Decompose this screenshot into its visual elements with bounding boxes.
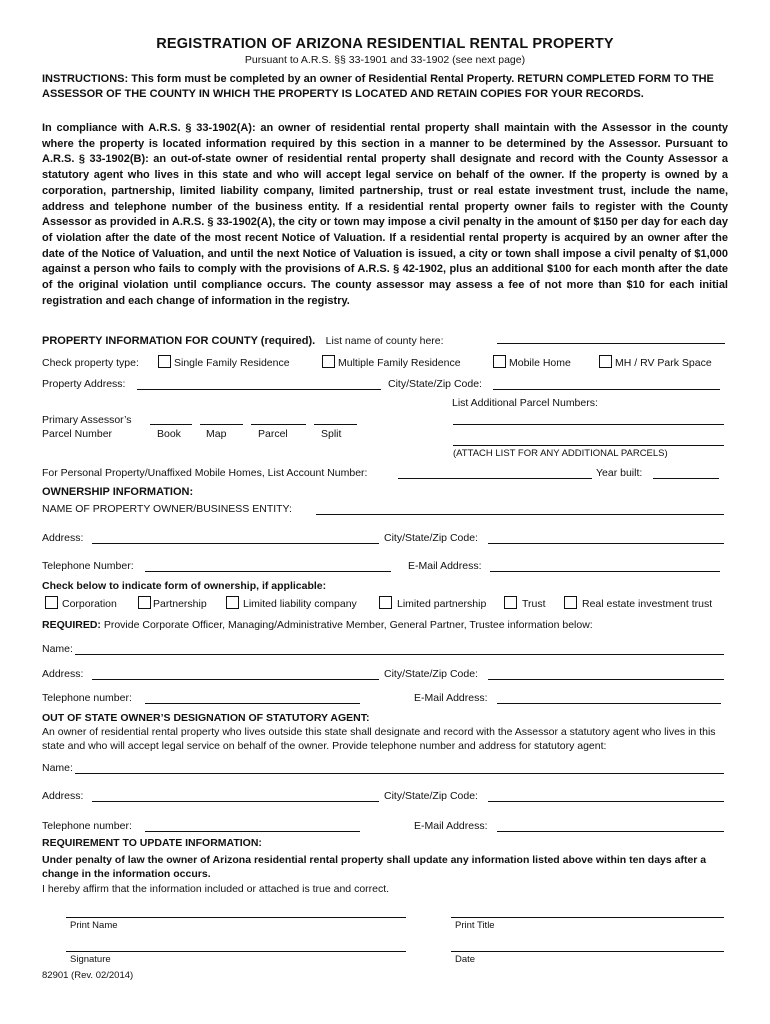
multiple-family-label: Multiple Family Residence [338,357,461,369]
affirm-text: I hereby affirm that the information included or attached is true and correct. [42,883,390,895]
year-built-input[interactable] [653,478,719,479]
mh-rv-label: MH / RV Park Space [615,357,712,369]
owner-address-label: Address: [42,532,84,544]
llc-checkbox[interactable] [226,596,239,609]
property-type-label: Check property type: [42,357,139,369]
print-title-label: Print Title [455,920,495,931]
parcel-split-label: Split [321,428,342,440]
required-text: Provide Corporate Officer, Managing/Administrative Member, General Partner, Trustee information below: [100,619,593,631]
agent-heading: OUT OF STATE OWNER’S DESIGNATION OF STATUTORY AGENT: [42,712,370,724]
county-label: List name of county here: [325,335,444,347]
parcel-map-label: Map [206,428,227,440]
signature-label: Signature [70,954,111,965]
print-title-input[interactable] [451,917,724,918]
account-number-input[interactable] [398,478,592,479]
parcel-split-input[interactable] [314,424,357,425]
corporation-checkbox[interactable] [45,596,58,609]
corporation-label: Corporation [62,598,117,610]
mobile-home-label: Mobile Home [509,357,571,369]
limited-partnership-label: Limited partnership [397,598,487,610]
owner-city-label: City/State/Zip Code: [384,532,478,544]
owner-name-input[interactable] [316,514,724,515]
parcel-label-1: Primary Assessor’s [42,414,132,426]
officer-email-label: E-Mail Address: [414,692,488,704]
attach-note: (ATTACH LIST FOR ANY ADDITIONAL PARCELS) [453,448,668,459]
form-number: 82901 (Rev. 02/2014) [42,970,134,981]
update-heading: REQUIREMENT TO UPDATE INFORMATION: [42,837,262,849]
parcel-parcel-input[interactable] [251,424,306,425]
owner-email-label: E-Mail Address: [408,560,482,572]
trust-label: Trust [522,598,546,610]
reit-checkbox[interactable] [564,596,577,609]
trust-checkbox[interactable] [504,596,517,609]
officer-city-label: City/State/Zip Code: [384,668,478,680]
date-label: Date [455,954,476,965]
llc-label: Limited liability company [243,598,357,610]
print-name-label: Print Name [70,920,118,931]
required-note [42,619,593,631]
officer-name-input[interactable] [75,654,724,655]
officer-city-input[interactable] [488,679,724,680]
property-heading-row [42,331,444,349]
multiple-family-checkbox[interactable] [322,355,335,368]
compliance-text: In compliance with A.R.S. § 33-1902(A): an owner of residential rental property shall maintain with the Assessor in the county where the property is located information required by this section in a manner to be determined by the Assessor. Pursuant to A.R.S. § 33-1902(B): an out-of-state owner of residential rental property shall designate and record with the County Assessor a statutory agent who lives in this state and who will accept legal service on behalf of the owner. If the property is owned by a corporation, partnership, limited liability company, limited partnership, trust or real estate investment trust, include the name, address and telephone number of the business entity. If a residential rental property owner fails to register with the County Assessor as provided in A.R.S. § 33-1902(A), the city or town may impose a civil penalty in the amount of $150 per day for each day of violation after the date of the most recent Notice of Valuation. If a residential rental property is acquired by an owner after the date of the Notice of Valuation, and until the next Notice of Valuation is issued, a city or town shall impose a civil penalty of $1,000 against a person who fails to comply with the provisions of A.R.S. § 42-1902, plus an additional $100 for each month after the date of the original violation until compliance occurs. The county assessor may assess a fee of not more than $10 for each initial registration and each change of information in the registry. [42,122,728,307]
agent-address-label: Address: [42,790,84,802]
parcel-map-input[interactable] [200,424,243,425]
county-input[interactable] [497,343,725,344]
officer-email-input[interactable] [497,703,721,704]
property-address-label: Property Address: [42,378,126,390]
single-family-checkbox[interactable] [158,355,171,368]
officer-address-label: Address: [42,668,84,680]
agent-name-label: Name: [42,762,73,774]
date-input[interactable] [451,951,724,952]
signature-input[interactable] [66,951,406,952]
year-built-label: Year built: [596,467,643,479]
limited-partnership-checkbox[interactable] [379,596,392,609]
agent-phone-label: Telephone number: [42,820,132,832]
owner-city-input[interactable] [488,543,724,544]
ownership-form-heading: Check below to indicate form of ownership, if applicable: [42,580,327,592]
parcel-book-input[interactable] [150,424,192,425]
officer-phone-label: Telephone number: [42,692,132,704]
property-heading: PROPERTY INFORMATION FOR COUNTY (required). [42,335,316,347]
officer-address-input[interactable] [92,679,379,680]
owner-phone-input[interactable] [145,571,391,572]
form-title: REGISTRATION OF ARIZONA RESIDENTIAL RENTAL PROPERTY [156,36,614,52]
owner-address-input[interactable] [92,543,379,544]
agent-city-label: City/State/Zip Code: [384,790,478,802]
partnership-label: Partnership [153,598,207,610]
update-text: Under penalty of law the owner of Arizona residential rental property shall update any information listed above within ten days after a change in the information occurs. [42,854,707,880]
owner-email-input[interactable] [490,571,720,572]
officer-phone-input[interactable] [145,703,360,704]
form-subtitle: Pursuant to A.R.S. §§ 33-1901 and 33-1902 (see next page) [244,54,526,66]
additional-parcels-label: List Additional Parcel Numbers: [452,397,598,409]
agent-email-label: E-Mail Address: [414,820,488,832]
additional-parcel-input-2[interactable] [453,445,724,446]
partnership-checkbox[interactable] [138,596,151,609]
required-bold: REQUIRED: [42,619,101,631]
agent-text: An owner of residential rental property who lives outside this state shall designate and record with the Assessor a statutory agent who lives in this state and who will accept legal service on behalf of the owner. Provide telephone number and address for statutory agent: [42,726,716,752]
property-city-input[interactable] [493,389,720,390]
agent-email-input[interactable] [497,831,724,832]
mh-rv-checkbox[interactable] [599,355,612,368]
single-family-label: Single Family Residence [174,357,290,369]
parcel-label-2: Parcel Number [42,428,113,440]
print-name-input[interactable] [66,917,406,918]
property-city-label: City/State/Zip Code: [388,378,482,390]
property-address-input[interactable] [137,389,381,390]
parcel-book-label: Book [157,428,181,440]
ownership-heading: OWNERSHIP INFORMATION: [42,486,194,498]
owner-name-label: NAME OF PROPERTY OWNER/BUSINESS ENTITY: [42,503,292,515]
reit-label: Real estate investment trust [582,598,713,610]
personal-property-label: For Personal Property/Unaffixed Mobile Homes, List Account Number: [42,467,368,479]
agent-phone-input[interactable] [145,831,360,832]
additional-parcel-input-1[interactable] [453,424,724,425]
officer-name-label: Name: [42,643,73,655]
instructions: INSTRUCTIONS: This form must be completed by an owner of Residential Rental Property. RETURN COMPLETED FORM TO THE ASSESSOR OF THE COUNTY IN WHICH THE PROPERTY IS LOCATED AND RETAIN COPIES FOR YOUR RECORDS. [42,73,714,100]
agent-name-input[interactable] [75,773,724,774]
owner-phone-label: Telephone Number: [42,560,134,572]
agent-city-input[interactable] [488,801,724,802]
agent-address-input[interactable] [92,801,379,802]
parcel-parcel-label: Parcel [258,428,288,440]
mobile-home-checkbox[interactable] [493,355,506,368]
